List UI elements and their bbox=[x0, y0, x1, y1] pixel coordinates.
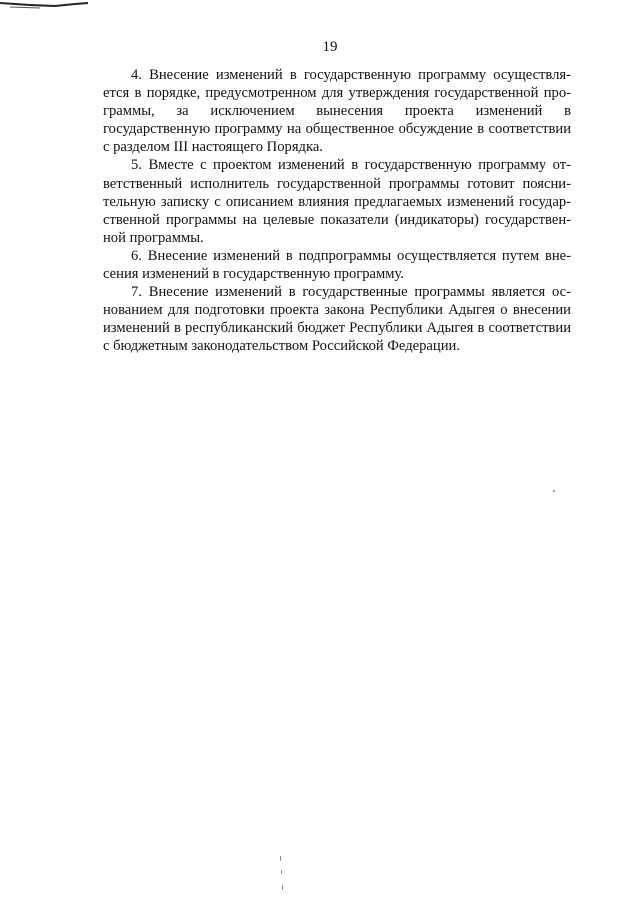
scan-speck bbox=[282, 885, 283, 890]
scan-speck bbox=[553, 490, 555, 492]
scan-speck bbox=[280, 856, 281, 861]
paragraph-4: 4. Внесение изменений в государственную программу осуществляется в порядке, предусмотренном для утверждения государственной программы, за исключением вынесения проекта изменений в государственную программу на общественное обсуждение в соответствии с разделом III настоящего Порядка. bbox=[103, 67, 571, 156]
paragraph-7: 7. Внесение изменений в государственные программы является основанием для подготовки проекта закона Республики Адыгея о внесении изменений в республиканский бюджет Республики Адыгея в соответствии с бюджетным законодательством Российской Федерации. bbox=[103, 284, 571, 355]
document-body bbox=[103, 66, 571, 356]
paragraph-5: 5. Вместе с проектом изменений в государственную программу ответственный исполнитель государственной программы готовит пояснительную записку с описанием влияния предлагаемых изменений государственной программы на целевые показатели (индикаторы) государственной программы. bbox=[103, 157, 571, 246]
page-number: 19 bbox=[322, 39, 338, 55]
paragraph-6: 6. Внесение изменений в подпрограммы осуществляется путем внесения изменений в государственную программу. bbox=[103, 247, 571, 283]
scan-speck bbox=[281, 870, 282, 874]
scan-edge-mark bbox=[0, 0, 90, 14]
